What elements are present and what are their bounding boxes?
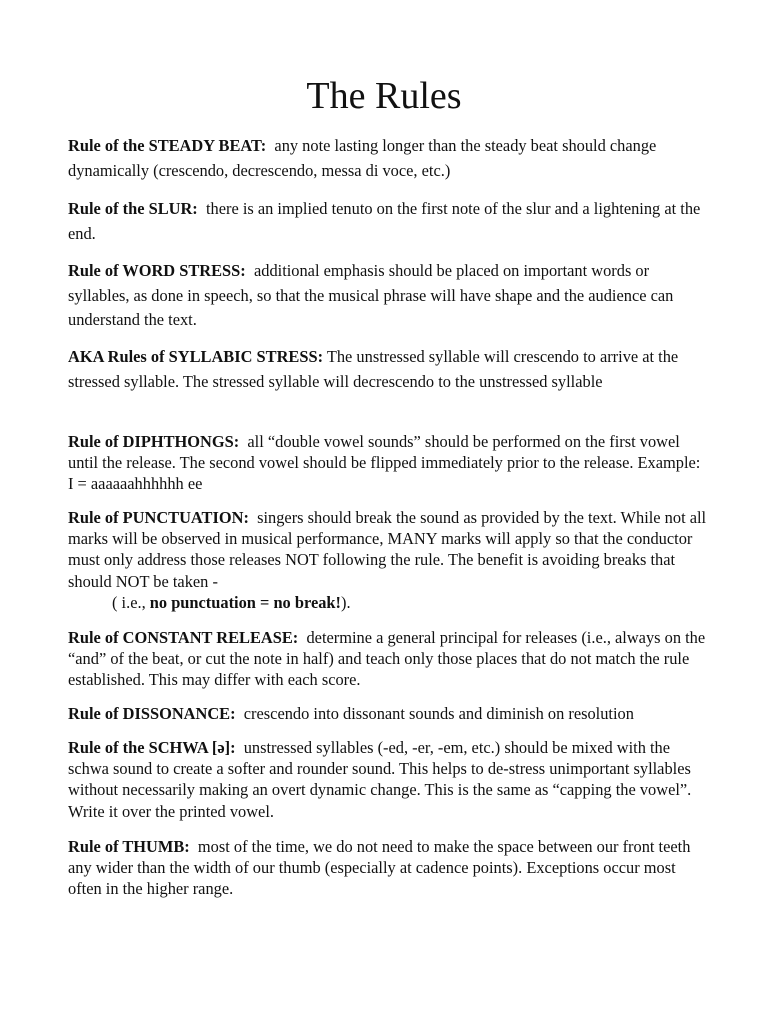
rule-diphthongs — [68, 431, 708, 495]
rule-thumb — [68, 836, 708, 900]
rule-heading: Rule of THUMB: — [68, 837, 190, 856]
rule-heading: Rule of PUNCTUATION: — [68, 508, 249, 527]
rule-text: there is an implied tenuto on the first note of the slur and a lightening at the end. — [68, 199, 701, 243]
rule-schwa — [68, 737, 708, 822]
rule-constant-release — [68, 627, 708, 691]
rule-heading: Rule of CONSTANT RELEASE: — [68, 628, 299, 647]
rule-heading: Rule of the SCHWA [ə]: — [68, 738, 236, 757]
rule-text: determine a general principal for releases (i.e., always on the “and” of the beat, or cut the note in half) and teach only those places that do not match the rule established. This may differ with each score. — [68, 628, 706, 690]
rule-heading: Rule of the SLUR: — [68, 199, 198, 218]
rule-steady-beat — [68, 134, 708, 183]
rule-heading: AKA Rules of SYLLABIC STRESS: — [68, 347, 324, 366]
rule-text: all “double vowel sounds” should be performed on the first vowel until the release. The second vowel should be flipped immediately prior to the release. Example: I = aaaaaahhhhhh ee — [68, 432, 701, 494]
rule-heading: Rule of WORD STRESS: — [68, 261, 246, 280]
rule-slur — [68, 197, 708, 246]
rule-aside: ( i.e., no punctuation = no break!). — [112, 592, 351, 612]
rule-punctuation — [68, 507, 708, 613]
rule-heading: Rule of DISSONANCE: — [68, 704, 236, 723]
rule-text: most of the time, we do not need to make the space between our front teeth any wider than the width of our thumb (especially at cadence points). Exceptions occur most often in the higher range. — [68, 837, 691, 899]
rule-text: singers should break the sound as provided by the text. While not all marks will be observed in musical performance, MANY marks will apply so that the conductor must only address those releases NOT following the rule. The benefit is avoiding breaks that should NOT be taken - — [68, 508, 707, 591]
rule-text: any note lasting longer than the steady beat should change dynamically (crescendo, decrescendo, messa di voce, etc.) — [68, 136, 657, 180]
rule-heading: Rule of DIPHTHONGS: — [68, 432, 240, 451]
rule-heading: Rule of the STEADY BEAT: — [68, 136, 267, 155]
rule-text: crescendo into dissonant sounds and diminish on resolution — [243, 704, 634, 723]
page-title: The Rules — [306, 75, 462, 117]
rule-word-stress — [68, 259, 708, 333]
rule-text: additional emphasis should be placed on important words or syllables, as done in speech, so that the musical phrase will have shape and the audience can understand the text. — [68, 261, 674, 329]
rule-syllabic-stress — [68, 345, 708, 394]
rule-text: unstressed syllables (-ed, -er, -em, etc.) should be mixed with the schwa sound to create a softer and rounder sound. This helps to de-stress unimportant syllables without necessarily making an overt dynamic change. This is the same as “capping the vowel”. Write it over the printed vowel. — [68, 738, 692, 821]
rule-text: The unstressed syllable will crescendo to arrive at the stressed syllable. The stressed syllable will decrescendo to the unstressed syllable — [68, 347, 679, 391]
rule-dissonance — [68, 703, 708, 724]
